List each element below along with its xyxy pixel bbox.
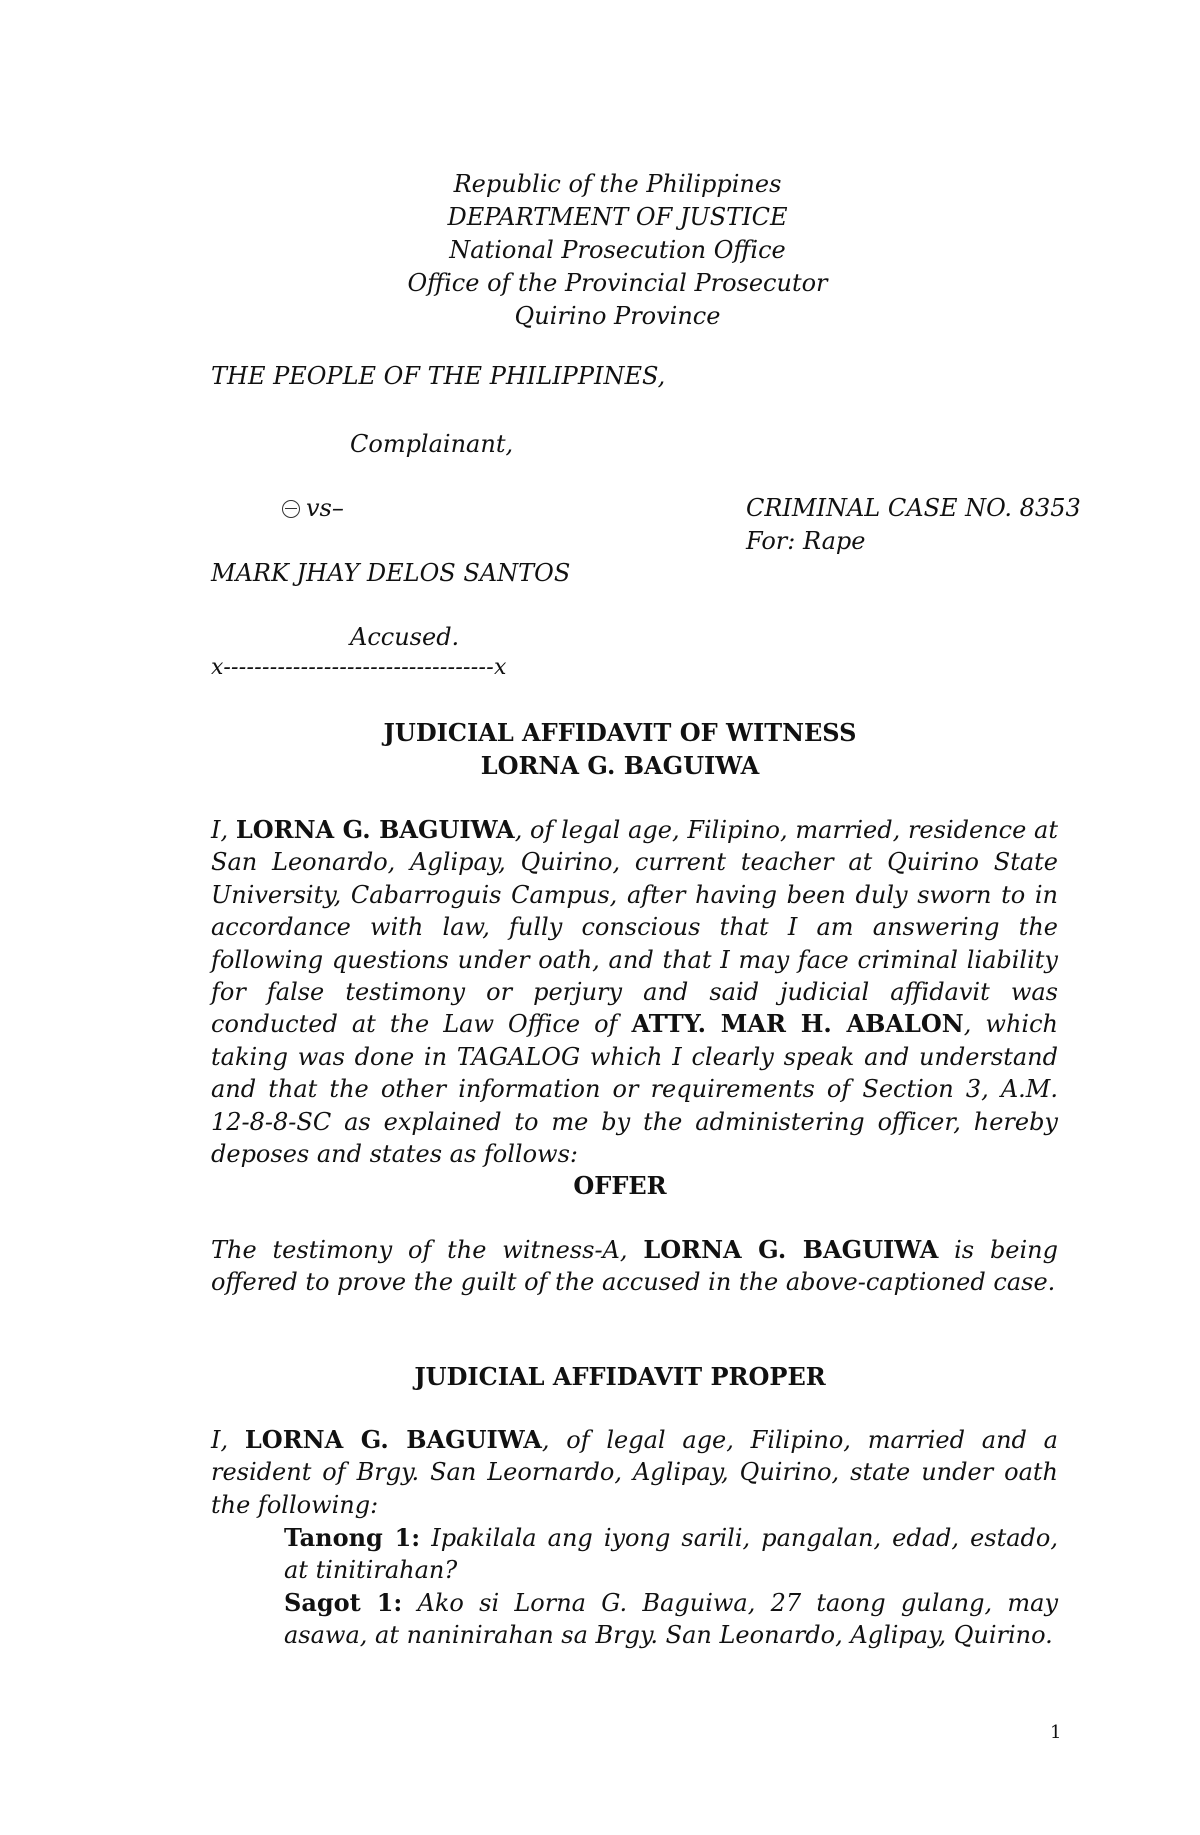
offer-text: is being offered to prove the guilt of the accused in the above-captioned case. xyxy=(211,1236,1059,1297)
case-number: CRIMINAL CASE NO. 8353 xyxy=(746,494,1081,522)
proper-heading-text: JUDICIAL AFFIDAVIT PROPER xyxy=(414,1362,826,1391)
offer-paragraph xyxy=(211,1234,1058,1299)
proper-heading xyxy=(0,1360,1200,1393)
witness-name: LORNA G. BAGUIWA xyxy=(643,1235,939,1264)
witness-name: LORNA G. BAGUIWA xyxy=(235,815,515,844)
letterhead-line: Office of the Provincial Prosecutor xyxy=(407,269,828,297)
question-1 xyxy=(284,1522,1058,1587)
letterhead xyxy=(0,168,1200,333)
case-for: For: Rape xyxy=(746,527,866,555)
accused-label: Accused. xyxy=(350,623,460,651)
versus-line xyxy=(282,494,344,522)
letterhead-line: Quirino Province xyxy=(514,302,721,330)
letterhead-line: DEPARTMENT OF JUSTICE xyxy=(447,203,788,231)
question-answer-block xyxy=(284,1522,1058,1652)
complainant-party: THE PEOPLE OF THE PHILIPPINES, xyxy=(211,362,666,390)
question-label: Tanong 1: xyxy=(284,1523,421,1552)
proper-paragraph xyxy=(211,1424,1058,1521)
page-number: 1 xyxy=(1050,1722,1062,1743)
question-text: Ipakilala ang iyong sarili, pangalan, edad, estado, at tinitirahan? xyxy=(284,1524,1058,1585)
accused-party: MARK JHAY DELOS SANTOS xyxy=(211,559,571,587)
intro-paragraph xyxy=(211,814,1058,1170)
letterhead-line: Republic of the Philippines xyxy=(453,170,782,198)
witness-name: LORNA G. BAGUIWA xyxy=(244,1425,542,1454)
complainant-label: Complainant, xyxy=(350,430,514,458)
intro-text: I, xyxy=(211,816,236,844)
letterhead-line: National Prosecution Office xyxy=(449,236,786,264)
answer-text: Ako si Lorna G. Baguiwa, 27 taong gulang, may asawa, at naninirahan sa Brgy. San Leonardo, Aglipay, Quirino. xyxy=(284,1588,1059,1650)
title-line: JUDICIAL AFFIDAVIT OF WITNESS xyxy=(383,718,857,747)
answer-label: Sagot 1: xyxy=(284,1587,403,1617)
offer-heading xyxy=(0,1169,1200,1202)
intro-text: , of legal age, Filipino, married, residence at San Leonardo, Aglipay, Quirino, current teacher at Quirino State University, Cabarroguis Campus, after having been duly sworn to in accordance with law, fully conscious that I am answering the following questions under oath, and that I may face criminal liability for false testimony or perjury and said judicial affidavit was conducted at the Law Office of xyxy=(211,816,1058,1039)
answer-1 xyxy=(284,1587,1058,1652)
offer-text: The testimony of the witness-A, xyxy=(211,1236,644,1264)
caption-separator: x-----------------------------------x xyxy=(211,655,507,680)
versus-text: vs– xyxy=(306,494,344,522)
offer-heading-text: OFFER xyxy=(573,1171,667,1200)
title-line: LORNA G. BAGUIWA xyxy=(480,751,760,780)
circle-minus-icon xyxy=(282,500,300,518)
intro-text: , which taking was done in TAGALOG which I clearly speak and understand and that the other information or requirements of Section 3, A.M. 12-8-8-SC as explained to me by the administering officer, hereby deposes and states as follows: xyxy=(211,1010,1058,1169)
proper-text: I, xyxy=(211,1426,245,1454)
attorney-name: ATTY. MAR H. ABALON xyxy=(631,1009,964,1039)
affidavit-title xyxy=(0,716,1200,782)
proper-text: , of legal age, Filipino, married and a resident of Brgy. San Leornardo, Aglipay, Quirino, state under oath the following: xyxy=(211,1426,1058,1519)
